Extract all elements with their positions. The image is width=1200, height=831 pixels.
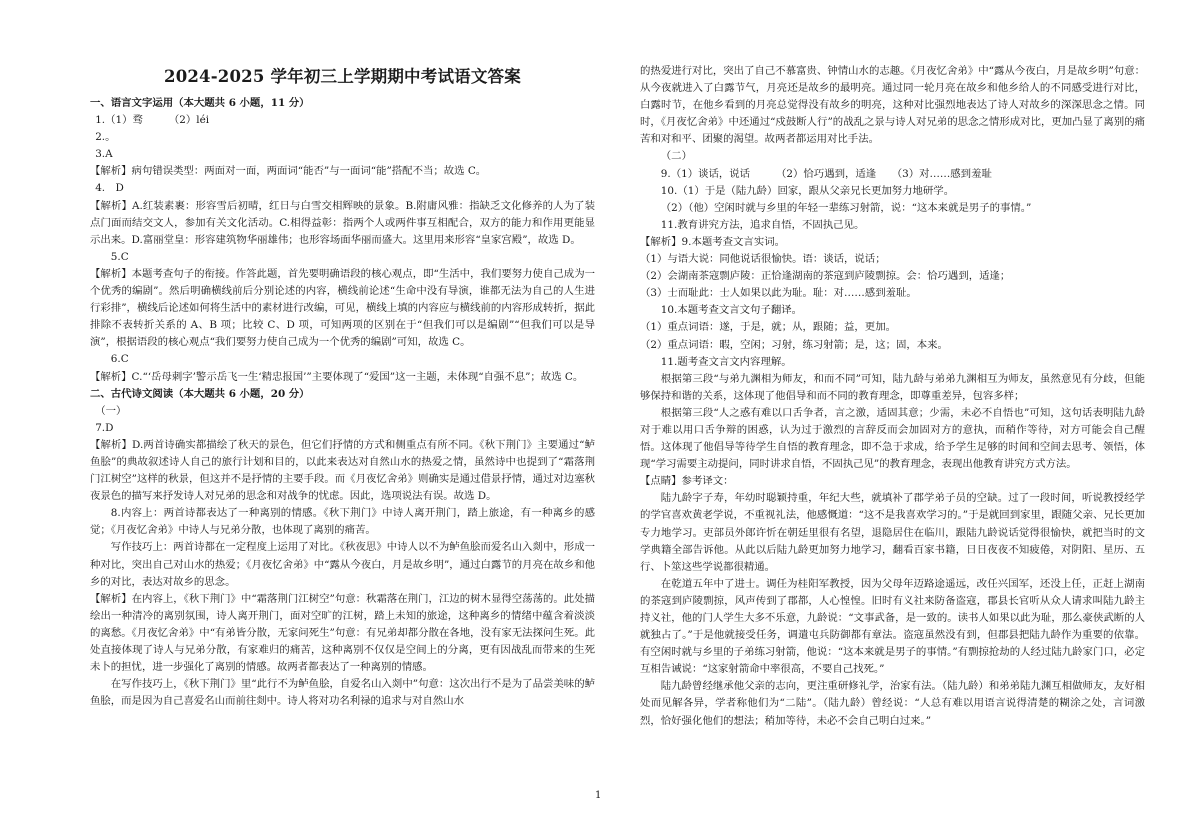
answer-paragraph: 【点睛】参考译文：: [640, 475, 734, 488]
answer-paragraph: 11.教育讲究方法，追求自悟，不固执己见。: [660, 218, 865, 231]
answer-paragraph: 10.（1）于是（陆九龄）回家，跟从父亲兄长更加努力地研学。: [660, 184, 955, 197]
answer-paragraph: （2）会湖南茶寇剽庐陵：正恰逢湖南的茶寇到庐陵剽掠。会：恰巧遇到，适逢；: [640, 270, 1011, 283]
answer-paragraph: 10.本题考查文言文句子翻译。: [660, 304, 803, 317]
section-heading: 一、语言文字运用（本大题共 6 小题，11 分）: [90, 97, 310, 109]
answer-paragraph: 6.C: [110, 353, 129, 366]
answer-paragraph: 3.A: [95, 148, 113, 161]
answer-paragraph: 写作技巧上：两首诗都在一定程度上运用了对比。《秋夜思》中诗人以不为鲈鱼脍而爱名山入剡中，形成一种对比，突出自己对山水的热爱；《月夜忆舍弟》中“露从今夜白，月是故乡明”，通过白露节的月亮在故乡和他乡的对比，表达对故乡的思念。: [90, 541, 595, 588]
answer-paragraph: 陆九龄字子寿，年幼时聪颖持重，年纪大些，就填补了郡学弟子员的空缺。过了一段时间，听说教授经学的学官喜欢黄老学说，不重视礼法，他感慨道：“这不是我喜欢学习的。”于是就回到家里，跟随父亲、兄长更加专力地学习。吏部员外郎许忻在朝廷里很有名望，退隐居住在临川，跟陆九龄说话觉得很愉快，就把当时的文学典籍全部告诉他。从此以后陆九龄更加努力地学习，翻看百家书籍，日日夜夜不知疲倦，对阴阳、星历、五行、卜筮这些学说都很精通。: [640, 492, 1145, 573]
answer-paragraph: 2.。: [95, 131, 116, 144]
page-number: 1: [595, 790, 602, 801]
answer-paragraph: 在乾道五年中了进士。调任为桂阳军教授，因为父母年迈路途遥远，改任兴国军，还没上任，正赶上湖南的茶寇到庐陵剽掠，风声传到了郡都，人心惶惶。旧时有义社来防备盗寇，郡县长官听从众人请求叫陆九龄主持义社，他的门人学生大多不乐意，九龄说：“文事武备，是一致的。读书人如果以此为耻，那么豪侠武断的人就独占了。”于是他就接受任务，调遣屯兵防御都有章法。盗寇虽然没有到，但郡县把陆九龄作为重要的依靠。有空闲时就与乡里的子弟练习射箭，他说：“这本来就是男子的事情。”有剽掠抢劫的人经过陆九龄家门口，必定互相告诫说：“这家射箭命中率很高，不要自己找死。”: [640, 577, 1145, 676]
answer-paragraph: （一）: [95, 404, 127, 417]
answer-paragraph: 【解析】9.本题考查文言实词。: [640, 235, 785, 248]
answer-paragraph: 9.（1）谈话，说话 （2）恰巧遇到，适逢 （3）对……感到羞耻: [660, 167, 992, 180]
answer-paragraph: 的热爱进行对比，突出了自己不慕富贵、钟情山水的志趣。《月夜忆舍弟》中“露从今夜白，月是故乡明”句意：从今夜就进入了白露节气，月亮还是故乡的最明亮。通过同一轮月亮在故乡和他乡给人的不同感受进行对比，白露时节，在他乡看到的月亮总觉得没有故乡的明亮，这种对比强烈地表达了诗人对故乡的深深思念之情。同时，《月夜忆舍弟》中还通过“戍鼓断人行”的战乱之景与诗人对兄弟的思念之情形成对比，更加凸显了离别的痛苦和对和平、团聚的渴望。故两者都运用对比手法。: [640, 65, 1145, 146]
answer-paragraph: 【解析】D.两首诗确实都描绘了秋天的景色，但它们抒情的方式和侧重点有所不同。《秋下荆门》主要通过“鲈鱼脍”的典故叙述诗人自己的旅行计划和目的，以此来表达对自然山水的热爱之情，虽然诗中也提到了“霜落荆门江树空”这样的秋景，但这并不是抒情的主要手段。而《月夜忆舍弟》则确实是通过借景抒情，通过对边塞秋夜景色的描写来抒发诗人对兄弟的思念和对战争的忧虑。因此，选项说法有误。故选 D。: [90, 438, 595, 503]
answer-paragraph: （3）士而耻此：士人如果以此为耻。耻：对……感到羞耻。: [640, 287, 917, 300]
answer-paragraph: 5.C: [110, 250, 129, 263]
left-column: [90, 60, 595, 710]
answer-paragraph: （1）重点词语：遂，于是，就；从，跟随；益，更加。: [640, 321, 896, 334]
answer-paragraph: （2）（他）空闲时就与乡里的年轻一辈练习射箭，说：“这本来就是男子的事情。”: [660, 201, 1032, 214]
answer-paragraph: （二）: [660, 150, 692, 163]
right-column: [640, 63, 1145, 730]
answer-paragraph: 11.题考查文言文内容理解。: [660, 355, 792, 368]
answer-paragraph: 【解析】C.“‘岳母刺字’警示岳飞一生‘精忠报国’”主要体现了“爱国”这一主题，未体现“自强不息”；故选 C。: [90, 370, 584, 383]
section-heading: 二、古代诗文阅读（本大题共 6 小题，20 分）: [90, 387, 310, 400]
answer-paragraph: （2）重点词语：暇，空闲；习射，练习射箭；是，这；固，本来。: [640, 338, 948, 351]
answer-paragraph: 【解析】A.红装素裹：形容雪后初晴，红日与白雪交相辉映的景象。B.附庸风雅：指缺乏文化修养的人为了装点门面而结交文人，参加有关文化活动。C.相得益彰：指两个人或两件事互相配合，双方的能力和作用更能显示出来。D.富丽堂皇：形容建筑物华丽雄伟；也形容场面华丽而盛大。这里用来形容“皇家宫殿”，故选 D。: [90, 199, 595, 246]
answer-paragraph: 4. D: [95, 182, 124, 195]
answer-paragraph: 根据第三段“人之惑有难以口舌争者，言之激，适固其意；少需，未必不自悟也”可知，这句话表明陆九龄对于难以用口舌争辩的困惑，认为过于激烈的言辞反而会加固对方的意执，而稍作等待，对方可能会自己醒悟。这体现了他倡导等待学生自悟的教育理念，即不急于求成，给予学生足够的时间和空间去思考、领悟，体现“学习需要主动提问，同时讲求自悟，不固执己见”的教育理念，表现出他教育讲究方式方法。: [640, 406, 1145, 471]
answer-paragraph: 【解析】病句错误类型：两面对一面，两面词“能否”与一面词“能”搭配不当；故选 C。: [90, 165, 487, 178]
document-title: 2024-2025 学年初三上学期期中考试语文答案: [164, 67, 521, 86]
answer-paragraph: 8.内容上：两首诗都表达了一种离别的情感。《秋下荆门》中诗人离开荆门，踏上旅途，有一种离乡的感觉；《月夜忆舍弟》中诗人与兄弟分散，也体现了离别的痛苦。: [90, 507, 595, 537]
answer-paragraph: 陆九龄曾经继承他父亲的志向，更注重研修礼学，治家有法。（陆九龄）和弟弟陆九渊互相做师友，友好相处而见解各异，学者称他们为“二陆”。（陆九龄）曾经说：“人总有难以用语言说得清楚的糊涂之处，言词激烈，恰好强化他们的想法；稍加等待，未必不会自己明白过来。”: [640, 680, 1145, 727]
answer-paragraph: 【解析】本题考查句子的衔接。作答此题，首先要明确语段的核心观点，即“生活中，我们要努力使自己成为一个优秀的编剧”。然后明确横线前后分别论述的内容，横线前论述“生命中没有导演，谁都无法为自己的人生进行彩排”，横线后论述如何将生活中的素材进行改编，可见，横线上填的内容应与横线前的内容形成转折，据此排除不表转折关系的 A、B 项；比较 C、D 项，可知两项的区别在于“但我们可以是编剧”“但我们可以是导演”，根据语段的核心观点“我们要努力使自己成为一个优秀的编剧”可知，故选 C。: [90, 267, 595, 349]
answer-paragraph: 1.（1）骛 （2）léi: [95, 114, 210, 127]
answer-paragraph: 在写作技巧上，《秋下荆门》里“此行不为鲈鱼脍，自爱名山入剡中”句意：这次出行不是为了品尝美味的鲈鱼脍，而是因为自己喜爱名山而前往剡中。诗人将对功名利禄的追求与对自然山水: [90, 678, 595, 708]
answer-paragraph: 7.D: [95, 421, 114, 434]
right-column-body: [640, 63, 1145, 730]
left-column-body: [90, 95, 595, 710]
answer-paragraph: （1）与语大说：同他说话很愉快。语：谈话，说话；: [640, 253, 886, 266]
answer-paragraph: 【解析】在内容上，《秋下荆门》中“霜落荆门江树空”句意：秋霜落在荆门，江边的树木显得空荡荡的。此处描绘出一种清冷的离别氛围，诗人离开荆门，面对空旷的江树，踏上未知的旅途，这种离乡的情绪中蕴含着淡淡的离愁。《月夜忆舍弟》中“有弟皆分散，无家问死生”句意：有兄弟却都分散在各地，没有家无法探问生死。此处直接体现了诗人与兄弟分散，有家难归的痛苦，这种离别不仅仅是空间上的分离，更有因战乱而带来的生死未卜的担忧，进一步强化了离别的情感。故两者都表达了一种离别的情感。: [90, 592, 595, 674]
answer-paragraph: 根据第三段“与弟九渊相为师友，和而不同”可知，陆九龄与弟弟九渊相互为师友，虽然意见有分歧，但能够保持和谐的关系，这体现了他倡导和而不同的教育理念，即尊重差异，包容多样；: [640, 372, 1145, 402]
